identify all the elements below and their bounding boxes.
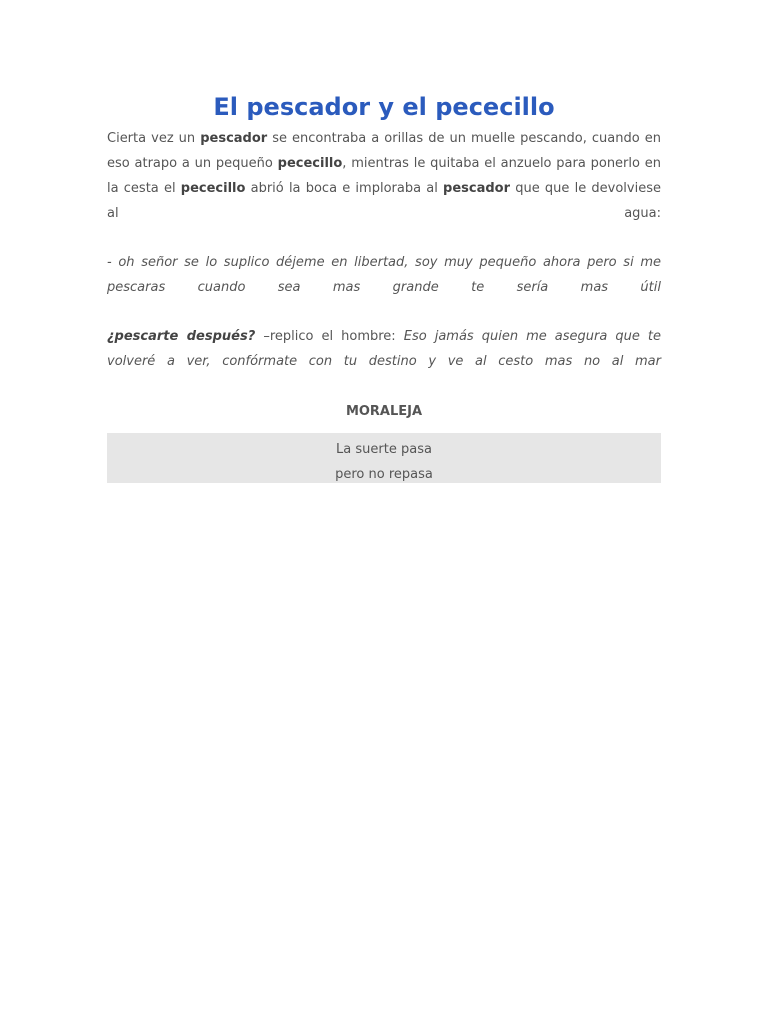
story-paragraph-3	[107, 324, 661, 374]
text-segment: Cierta vez un	[107, 131, 201, 146]
bold-question: ¿pescarte después?	[107, 329, 256, 344]
text-segment: –replico el hombre:	[255, 329, 404, 344]
bold-term: pescador	[443, 181, 511, 196]
moral-box	[107, 433, 661, 483]
text-segment: , mientras le quitaba el anzuelo para ponerlo en la cesta el	[107, 156, 661, 196]
moral-heading: MORALEJA	[345, 404, 423, 419]
dialogue-text: Eso jamás quien me asegura que te volveré a ver, confórmate con tu destino y ve al cesto mas no al mar	[107, 329, 662, 369]
story-paragraph-1	[107, 126, 661, 226]
story-paragraph-2	[107, 250, 661, 300]
text-segment: se encontraba a orillas de un muelle pescando, cuando en eso atrapo a un pequeño	[107, 131, 661, 171]
dialogue-text: - oh señor se lo suplico déjeme en libertad, soy muy pequeño ahora pero si me pescaras cuando sea mas grande te sería mas útil	[107, 255, 661, 295]
bold-term: pececillo	[180, 181, 246, 196]
moral-line-1: La suerte pasa	[336, 442, 432, 457]
page-title: El pescador y el pececillo	[213, 93, 555, 121]
bold-term: pececillo	[277, 156, 343, 171]
bold-term: pescador	[200, 131, 268, 146]
moral-line-2: pero no repasa	[335, 467, 433, 482]
text-segment: abrió la boca e imploraba al	[245, 181, 444, 196]
text-segment: que que le devolviese al agua:	[107, 181, 661, 221]
document-page	[107, 88, 661, 483]
